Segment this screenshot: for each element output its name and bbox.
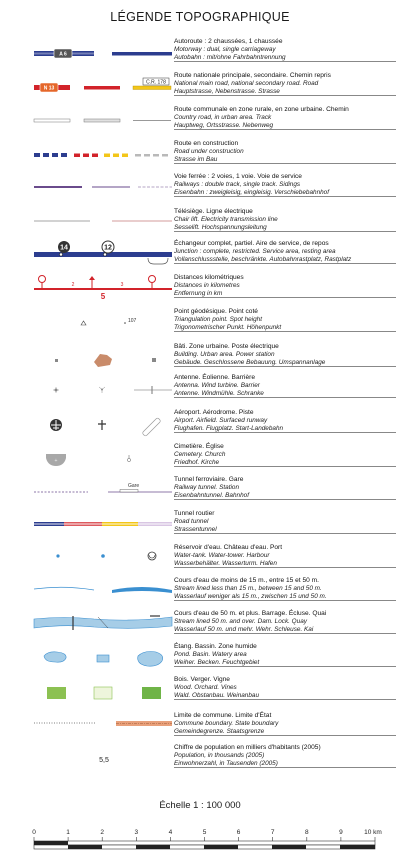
legend-entry-fr: Télésiège. Ligne électrique bbox=[174, 208, 253, 215]
river-symbol bbox=[34, 616, 172, 630]
scale-tick-label: 0 bbox=[32, 829, 36, 836]
pond-symbol bbox=[44, 652, 163, 667]
scale-bar bbox=[0, 820, 400, 862]
legend-entry-en: Railways : double track, single track. Sidings bbox=[174, 181, 301, 188]
legend-entry-en: National main road, national secondary road. Road bbox=[174, 80, 319, 87]
legend-entry-de: Friedhof. Kirche bbox=[174, 458, 220, 466]
legend-entry-en: Pond. Basin. Watery area bbox=[174, 651, 247, 658]
water-tank-symbol bbox=[56, 552, 156, 560]
legend-entry-fr: Autoroute : 2 chaussées, 1 chaussée bbox=[174, 38, 283, 45]
junction-symbol bbox=[34, 241, 172, 264]
distance-symbol bbox=[34, 276, 172, 302]
legend-entry-en: Railway tunnel. Station bbox=[174, 484, 240, 491]
boundary-symbol bbox=[34, 721, 172, 726]
legend-entry-de: Hauptweg, Ortsstrasse. Nebenweg bbox=[174, 121, 274, 129]
legend-entry-de: Einwohnerzahl, in Tausenden (2005) bbox=[174, 759, 278, 767]
legend-entry-fr: Limite de commune. Limite d'État bbox=[174, 712, 272, 719]
junction-full-label: 14 bbox=[60, 244, 68, 252]
scale-tick-labels bbox=[32, 829, 382, 841]
construction-road-symbol bbox=[34, 153, 168, 157]
scale-tick-label: 3 bbox=[134, 829, 139, 836]
legend-entry-en: Water-tank. Water-tower. Harbour bbox=[174, 552, 270, 559]
legend-entry-fr: Échangeur complet, partiel. Aire de service, de repos bbox=[174, 240, 329, 247]
station-label: Gare bbox=[128, 483, 140, 489]
scale-bar-graphic bbox=[34, 841, 375, 849]
legend-entry-fr: Chiffre de population en milliers d'habitants (2005) bbox=[174, 744, 321, 751]
spot-height-label: 107 bbox=[128, 318, 137, 324]
legend-entry-en: Junction : complete, restricted. Service area, resting area bbox=[174, 248, 336, 255]
legend-entry-en: Cemetery. Church bbox=[174, 451, 226, 458]
building-symbol bbox=[55, 354, 156, 367]
legend-entry-en: Chair lift. Electricity transmission line bbox=[174, 216, 278, 223]
scale-tick-label: 1 bbox=[66, 829, 70, 836]
scale-tick-label: 10 km bbox=[364, 829, 382, 836]
national-road-symbol bbox=[34, 78, 171, 92]
legend-entry-de: Wasserlauf 50 m. und mehr. Wehr. Schleuse. Kai bbox=[174, 625, 314, 633]
motorway-symbol bbox=[34, 49, 172, 58]
legend-entry-fr: Point géodésique. Point coté bbox=[174, 308, 258, 315]
legend-entry-en: Wood. Orchard. Vines bbox=[174, 684, 237, 691]
legend-entry-de: Wald. Obstanbau. Weinanbau bbox=[174, 691, 260, 699]
legend-entry-de: Wasserbehälter. Wasserturm. Hafen bbox=[174, 559, 277, 567]
airport-symbol bbox=[50, 417, 161, 436]
motorway-label: A 6 bbox=[59, 51, 67, 58]
wood-symbol bbox=[47, 687, 161, 699]
legend-entry-de: Strasse im Bau bbox=[174, 155, 218, 163]
legend-entry-de: Entfernung in km bbox=[174, 289, 223, 297]
scale-tick-label: 8 bbox=[304, 829, 309, 836]
legend-entry-de: Eisenbahn : zweigleisig, eingleisig. Verschiebebahnhof bbox=[174, 188, 330, 196]
legend-entry-fr: Route communale en zone rurale, en zone urbaine. Chemin bbox=[174, 106, 349, 113]
communal-road-symbol bbox=[34, 119, 171, 122]
legend-entry-en: Commune boundary. State boundary bbox=[174, 720, 279, 727]
legend-entry-de: Sesselift. Hochspannungsleitung bbox=[174, 223, 267, 231]
legend-entry-de: Autobahn : mit/ohne Fahrbahntrennung bbox=[174, 53, 286, 61]
legend-entry-fr: Tunnel ferroviaire. Gare bbox=[174, 476, 244, 483]
legend-entry-en: Airport. Airfield. Surfaced runway bbox=[174, 417, 268, 424]
legend-entry-en: Stream lined 50 m. and over. Dam. Lock. Quay bbox=[174, 618, 307, 625]
legend-entry-de: Trigonometrischer Punkt. Höhenpunkt bbox=[174, 323, 282, 331]
legend-entry-de: Eisenbahntunnel. Bahnhof bbox=[174, 491, 249, 499]
legend-entry-de: Strassentunnel bbox=[174, 525, 217, 533]
scale-tick-label: 5 bbox=[202, 829, 207, 836]
railway-tunnel-symbol bbox=[34, 483, 172, 492]
geodetic-symbol bbox=[81, 318, 137, 325]
legend-entry-de: Hauptstrasse, Nebenstrasse. Strasse bbox=[174, 87, 280, 95]
legend-entry-fr: Bâti. Zone urbaine. Poste électrique bbox=[174, 343, 279, 350]
legend-entry-fr: Cours d'eau de 50 m. et plus. Barrage. Écluse. Quai bbox=[174, 610, 327, 617]
km-total-label: 5 bbox=[100, 292, 106, 301]
legend-entry-de: Antenne. Windmühle. Schranke bbox=[174, 389, 264, 397]
legend-entry-en: Road tunnel bbox=[174, 518, 209, 525]
legend-entry-fr: Cimetière. Église bbox=[174, 443, 224, 450]
stream-symbol bbox=[34, 587, 172, 593]
junction-partial-label: 12 bbox=[104, 244, 112, 252]
legend-entry-en: Antenna. Wind turbine. Barrier bbox=[174, 382, 260, 389]
legend-entry-de: Wasserlauf weniger als 15 m., zwischen 15 und 50 m. bbox=[174, 592, 327, 600]
legend-entry-de: Gemeindegrenze. Staatsgrenze bbox=[174, 727, 265, 735]
legend-entry-fr: Route nationale principale, secondaire. Chemin repris bbox=[174, 72, 331, 79]
scale-tick-label: 9 bbox=[339, 829, 343, 836]
legend-entry-fr: Étang. Bassin. Zone humide bbox=[174, 643, 257, 650]
legend-entry-en: Country road, in urban area. Track bbox=[174, 114, 272, 121]
legend-entry-de: Gebäude. Geschlossene Bebauung. Umspannanlage bbox=[174, 358, 326, 366]
legend-entry-de: Weiher. Becken. Feuchtgebiet bbox=[174, 658, 260, 666]
legend-entry-en: Stream lined less than 15 m., between 15 and 50 m. bbox=[174, 585, 322, 592]
legend-entry-fr: Voie ferrée : 2 voies, 1 voie. Voie de service bbox=[174, 173, 302, 180]
km-a-label: 2 bbox=[71, 282, 75, 288]
legend-entry-de: Flughafen. Flugplatz. Start-Landebahn bbox=[174, 424, 284, 432]
legend-entry-en: Motorway : dual, single carriageway bbox=[174, 46, 276, 53]
legend-entry-fr: Bois. Verger. Vigne bbox=[174, 676, 230, 683]
scale-tick-label: 6 bbox=[236, 829, 241, 836]
legend-entry-fr: Tunnel routier bbox=[174, 510, 215, 517]
legend-entry-fr: Réservoir d'eau. Château d'eau. Port bbox=[174, 544, 283, 551]
legend-entry-fr: Antenne. Éolienne. Barrière bbox=[174, 374, 256, 381]
legend-entry-en: Population, in thousands (2005) bbox=[174, 752, 265, 759]
scale-tick-label: 4 bbox=[168, 829, 173, 836]
km-b-label: 3 bbox=[120, 282, 124, 288]
scale-title: Échelle 1 : 100 000 bbox=[159, 800, 241, 811]
legend-title: LÉGENDE TOPOGRAPHIQUE bbox=[110, 10, 290, 24]
legend-entry-fr: Route en construction bbox=[174, 140, 239, 147]
legend-entry-fr: Aéroport. Aérodrome. Piste bbox=[174, 409, 254, 416]
antenna-symbol bbox=[53, 386, 172, 394]
legend-entry-fr: Distances kilométriques bbox=[174, 274, 244, 281]
scale-tick-label: 2 bbox=[100, 829, 105, 836]
national-road-label: N 13 bbox=[43, 85, 55, 92]
population-label: 5,5 bbox=[99, 757, 109, 764]
legend-entry-en: Road under construction bbox=[174, 148, 244, 155]
secondary-road-label: C.R. 178 bbox=[146, 79, 166, 86]
legend-entry-en: Distances in kilometres bbox=[174, 282, 240, 289]
legend-entry-fr: Cours d'eau de moins de 15 m., entre 15 et 50 m. bbox=[174, 577, 319, 584]
svg-text:+: + bbox=[54, 458, 58, 464]
legend-entry-de: Vollanschlussstelle, beschränkte. Autobahnrastplatz, Rastplatz bbox=[174, 255, 352, 263]
road-tunnel-symbol bbox=[34, 522, 172, 526]
legend-entry-en: Triangulation point. Spot height bbox=[174, 316, 262, 323]
legend-entry-en: Building. Urban area. Power station bbox=[174, 351, 275, 358]
cemetery-symbol bbox=[46, 454, 131, 466]
scale-tick-label: 7 bbox=[270, 829, 275, 836]
